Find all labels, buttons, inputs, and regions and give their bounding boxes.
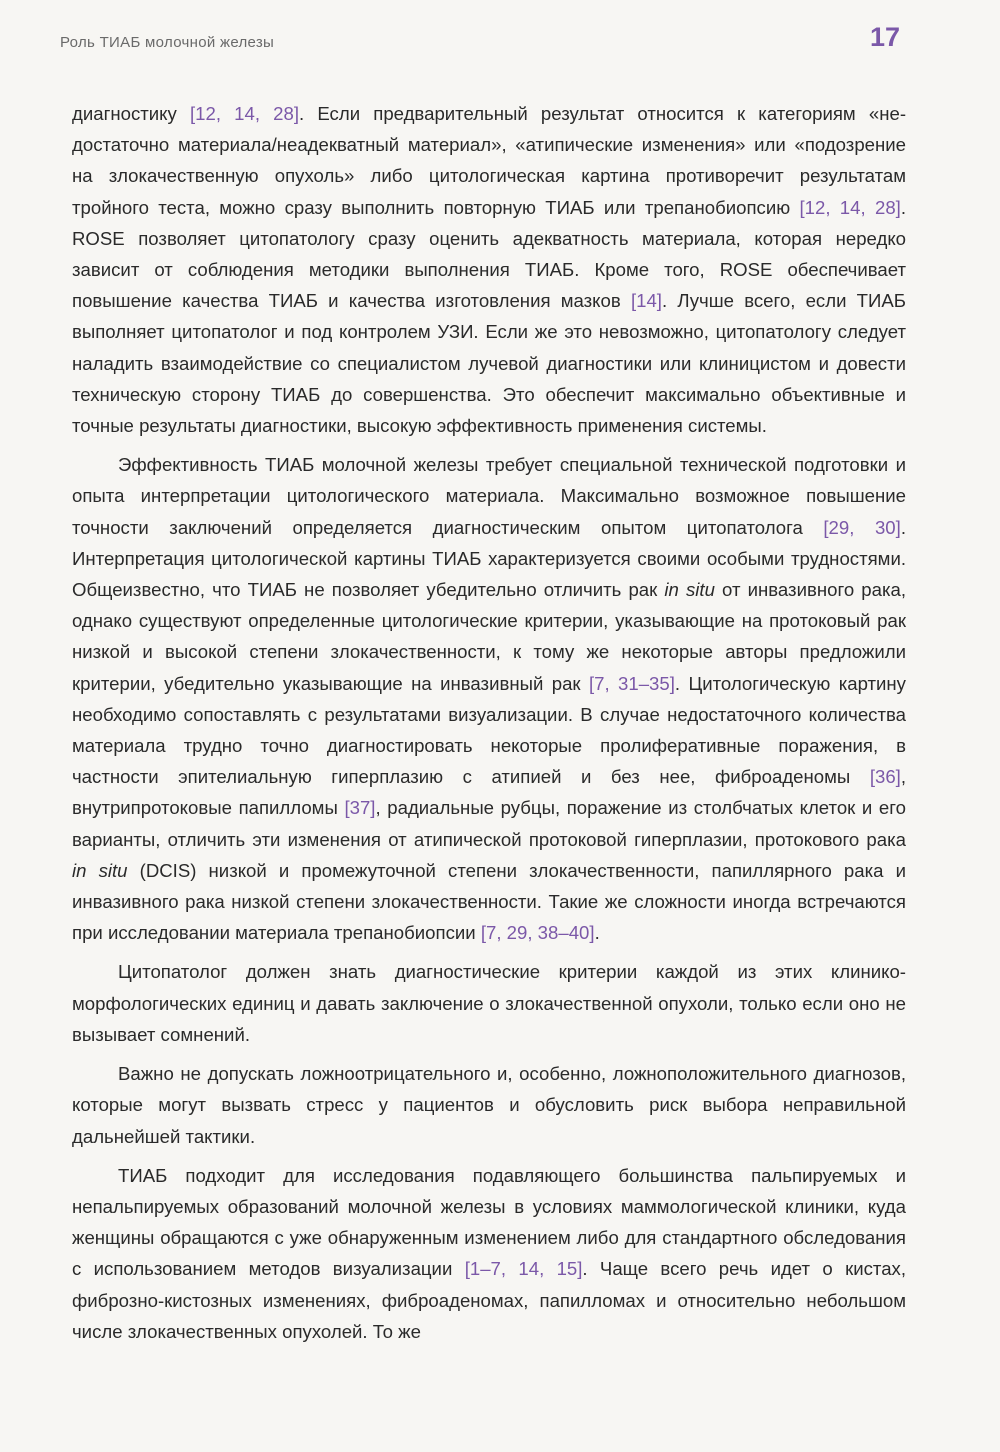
citation: [37] xyxy=(344,797,376,819)
citation: [12, 14, 28] xyxy=(189,103,300,124)
citation: [29, 30] xyxy=(823,516,901,538)
citation: [36] xyxy=(869,766,901,788)
text-run: Эффективность ТИАБ молочной железы требует специальной технической подготовки и опыта интерпретации цитологического материала. Максимально возможное повышение точности заключений определяется диагностическим опытом цитопатолога xyxy=(72,454,906,538)
text-run: , радиальные рубцы, поражение из столбчатых клеток и его варианты, отличить эти изменения от атипической протоковой гиперплазии, протокового рака xyxy=(72,797,906,850)
text-run: . Чаще всего речь идет о кистах, фиброзно-кистозных изменениях, фиброаденомах, папилломах и относительно небольшом числе злокачественных опухолей. То же xyxy=(72,1258,906,1342)
text-run: . xyxy=(594,922,600,944)
running-title: Роль ТИАБ молочной железы xyxy=(60,34,275,51)
text-run: , внутрипротоковые папилломы xyxy=(72,766,906,819)
page-number: 17 xyxy=(869,22,900,52)
citation: [12, 14, 28] xyxy=(799,196,901,218)
text-run: . Если предварительный результат относится к категориям «недостаточно материала/неадекватный материал», «атипические изменения» или «подозрение на злокачественную опухоль» либо цитологическая картина противоречит результатам тройного теста, можно сразу выполнить повторную ТИАБ или трепанобиопсию xyxy=(72,103,907,218)
text-run: (DCIS) низкой и промежуточной степени злокачественности, папиллярного рака и инвазивного рака низкой степени злокачественности. Такие же сложности иногда встречаются при исследовании материала трепанобиопсии xyxy=(72,859,906,944)
citation: [7, 29, 38–40] xyxy=(480,922,595,944)
paragraph-1 xyxy=(72,98,906,441)
text-run: . Интерпретация цитологической картины ТИАБ характеризуется своими особыми трудностями. Общеизвестно, что ТИАБ не позволяет убедительно отличить рак xyxy=(72,516,906,601)
italic-term: in situ xyxy=(72,859,128,881)
text-run: ТИАБ подходит для исследования подавляющего большинства пальпируемых и непальпируемых образований молочной железы в условиях маммологической клиники, куда женщины обращаются с уже обнаруженным изменением либо для стандартного обследования с использованием методов визуализации xyxy=(72,1164,906,1280)
paragraph-5 xyxy=(72,1160,906,1347)
citation: [14] xyxy=(630,290,662,312)
text-run: . Лучше всего, если ТИАБ выполняет цитопатолог и под контролем УЗИ. Если же это невозможно, цитопатологу следует наладить взаимодействие со специалистом лучевой диагностики или клиницистом и довести техническую сторону ТИАБ до совершенства. Это обеспечит максимально объективные и точные результаты диагностики, высокую эффективность применения системы. xyxy=(72,290,906,437)
citation: [7, 31–35] xyxy=(588,672,675,694)
citation: [1–7, 14, 15] xyxy=(464,1258,583,1280)
paragraph-4 xyxy=(72,1058,906,1152)
text-run: . Цитологическую картину необходимо сопоставлять с результатами визуализации. В случае недостаточного количества материала трудно точно диагностировать некоторые пролиферативные поражения, в частности эпителиальную гиперплазию с атипией и без нее, фиброаденомы xyxy=(72,672,906,788)
text-run: от инвазивного рака, однако существуют определенные цитологические критерии, указывающие на протоковый рак низкой и высокой степени злокачественности, к тому же некоторые авторы предложили критерии, убедительно указывающие на инвазивный рак xyxy=(72,579,907,694)
text-run: диагностику xyxy=(72,103,190,124)
text-run: Цитопатолог должен знать диагностические критерии каждой из этих клинико-морфологических единиц и давать заключение о злокачественной опухоли, только если оно не вызывает сомнений. xyxy=(72,961,906,1045)
text-run: . ROSE позволяет цитопатологу сразу оценить адекватность материала, которая нередко зависит от соблюдения методики выполнения ТИАБ. Кроме того, ROSE обеспечивает повышение качества ТИАБ и качества изготовления мазков xyxy=(72,196,906,312)
paragraph-2 xyxy=(72,449,906,948)
text-run: Важно не допускать ложноотрицательного и, особенно, ложноположительного диагнозов, которые могут вызвать стресс у пациентов и обусловить риск выбора неправильной дальнейшей тактики. xyxy=(72,1063,906,1147)
italic-term: in situ xyxy=(664,579,715,601)
paragraph-3 xyxy=(72,956,906,1050)
body-text xyxy=(72,98,906,1355)
